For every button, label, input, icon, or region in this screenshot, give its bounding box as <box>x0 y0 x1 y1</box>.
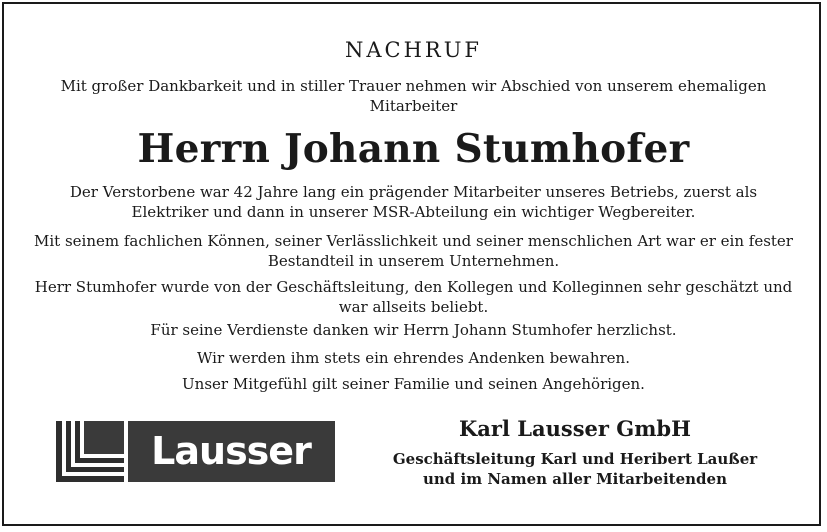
paragraph-character: Mit seinem fachlichen Können, seiner Verlässlichkeit und seiner menschlichen Art war er ein fester Bestandteil in unserem Unternehmen. <box>34 232 793 270</box>
logo-mark-icon <box>56 421 124 482</box>
signature-line-2: und im Namen aller Mitarbeitenden <box>423 470 727 488</box>
paragraph-remembrance: Wir werden ihm stets ein ehrendes Andenken bewahren. <box>197 349 630 367</box>
paragraph-thanks: Für seine Verdienste danken wir Herrn Johann Stumhofer herzlichst. <box>150 321 677 339</box>
notice-heading: NACHRUF <box>344 38 482 62</box>
paragraph-career: Der Verstorbene war 42 Jahre lang ein prägender Mitarbeiter unseres Betriebs, zuerst als Elektriker und dann in unserer MSR-Abteilung ein wichtiger Wegbereiter. <box>69 183 758 221</box>
paragraph-esteem: Herr Stumhofer wurde von der Geschäftsleitung, den Kollegen und Kolleginnen sehr geschätzt und war allseits beliebt. <box>34 278 793 316</box>
signature-block <box>360 449 790 489</box>
paragraph-condolence: Unser Mitgefühl gilt seiner Familie und seinen Angehörigen. <box>182 375 645 393</box>
signature-line-1: Geschäftsleitung Karl und Heribert Laußer <box>392 450 758 468</box>
intro-text: Mit großer Dankbarkeit und in stiller Trauer nehmen wir Abschied von unserem ehemaligen Mitarbeiter <box>60 77 767 115</box>
company-name: Karl Lausser GmbH <box>459 416 691 441</box>
deceased-name: Herrn Johann Stumhofer <box>137 126 690 172</box>
logo-wordmark: Lausser <box>151 429 311 473</box>
company-logo <box>54 419 335 484</box>
